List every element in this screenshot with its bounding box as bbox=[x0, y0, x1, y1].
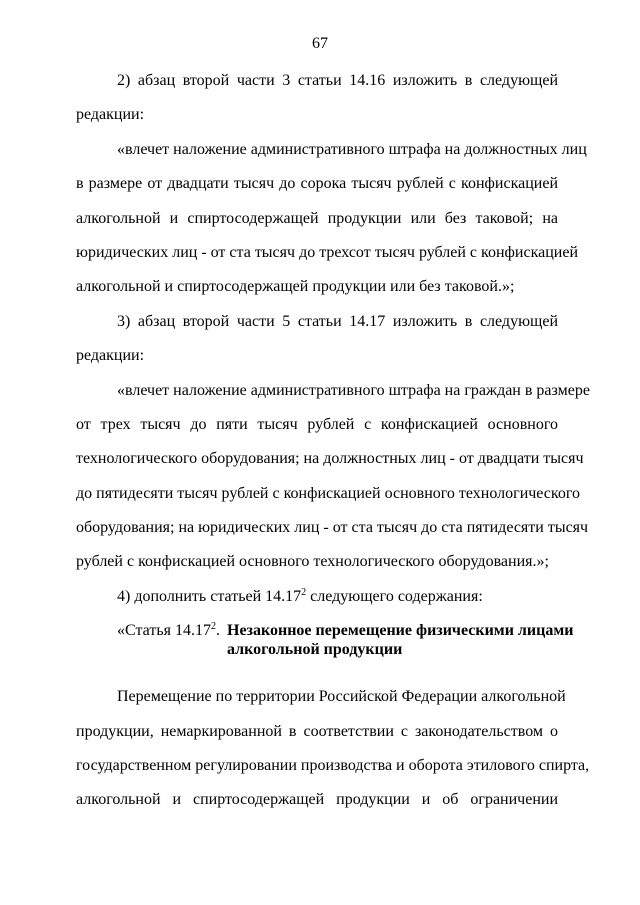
text-line: технологического оборудования; на должностных лиц - от двадцати тысяч bbox=[76, 450, 584, 468]
text-line: Перемещение по территории Российской Федерации алкогольной bbox=[117, 688, 566, 706]
article-title-line: алкогольной продукции bbox=[227, 641, 403, 659]
text-line: продукции, немаркированной в соответствии с законодательством о bbox=[76, 722, 558, 740]
text-line: оборудования; на юридических лиц - от ста тысяч до ста пятидесяти тысяч bbox=[76, 519, 589, 537]
article-label-text: . bbox=[215, 622, 220, 640]
text-line: юридических лиц - от ста тысяч до трехсот тысяч рублей с конфискацией bbox=[76, 243, 578, 261]
text-line: редакции: bbox=[76, 106, 145, 124]
article-heading bbox=[76, 621, 574, 687]
superscript: 2 bbox=[301, 586, 307, 598]
article-body bbox=[76, 687, 590, 825]
amendment-item-2 bbox=[76, 71, 558, 140]
item-text: следующего содержания: bbox=[306, 587, 483, 605]
page-number: 67 bbox=[312, 35, 328, 52]
text-line: в размере от двадцати тысяч до сорока тысяч рублей с конфискацией bbox=[76, 175, 558, 193]
text-line: до пятидесяти тысяч рублей с конфискацией основного технологического bbox=[76, 484, 581, 502]
article-label-text: «Статья 14.17 bbox=[117, 622, 211, 640]
article-title-line: Незаконное перемещение физическими лицами bbox=[227, 622, 574, 640]
text-line: редакции: bbox=[76, 347, 145, 365]
text-line: «влечет наложение административного штрафа на должностных лиц bbox=[117, 140, 587, 158]
text-line: алкогольной и спиртосодержащей продукции и об ограничении bbox=[76, 791, 558, 809]
text-line: от трех тысяч до пяти тысяч рублей с конфискацией основного bbox=[76, 415, 558, 433]
text-line: «влечет наложение административного штрафа на граждан в размере bbox=[117, 381, 590, 399]
text-line: 3) абзац второй части 5 статьи 14.17 изложить в следующей bbox=[117, 312, 558, 330]
article-label bbox=[117, 621, 220, 641]
item-text: 4) дополнить статьей 14.17 bbox=[117, 587, 302, 605]
text-line: рублей с конфискацией основного технологического оборудования.»; bbox=[76, 553, 549, 571]
text-line: государственном регулировании производства и оборота этилового спирта, bbox=[76, 757, 590, 775]
article-title bbox=[227, 621, 574, 659]
amendment-item-3 bbox=[76, 312, 558, 381]
text-line: 2) абзац второй части 3 статьи 14.16 изложить в следующей bbox=[117, 72, 558, 89]
document-body bbox=[76, 71, 590, 825]
quoted-text bbox=[76, 381, 590, 587]
quoted-text bbox=[76, 140, 587, 312]
text-line: алкогольной и спиртосодержащей продукции или без таковой.»; bbox=[76, 278, 515, 296]
text-line: алкогольной и спиртосодержащей продукции или без таковой; на bbox=[76, 209, 558, 227]
superscript: 2 bbox=[210, 621, 216, 633]
amendment-item-4 bbox=[76, 587, 558, 621]
